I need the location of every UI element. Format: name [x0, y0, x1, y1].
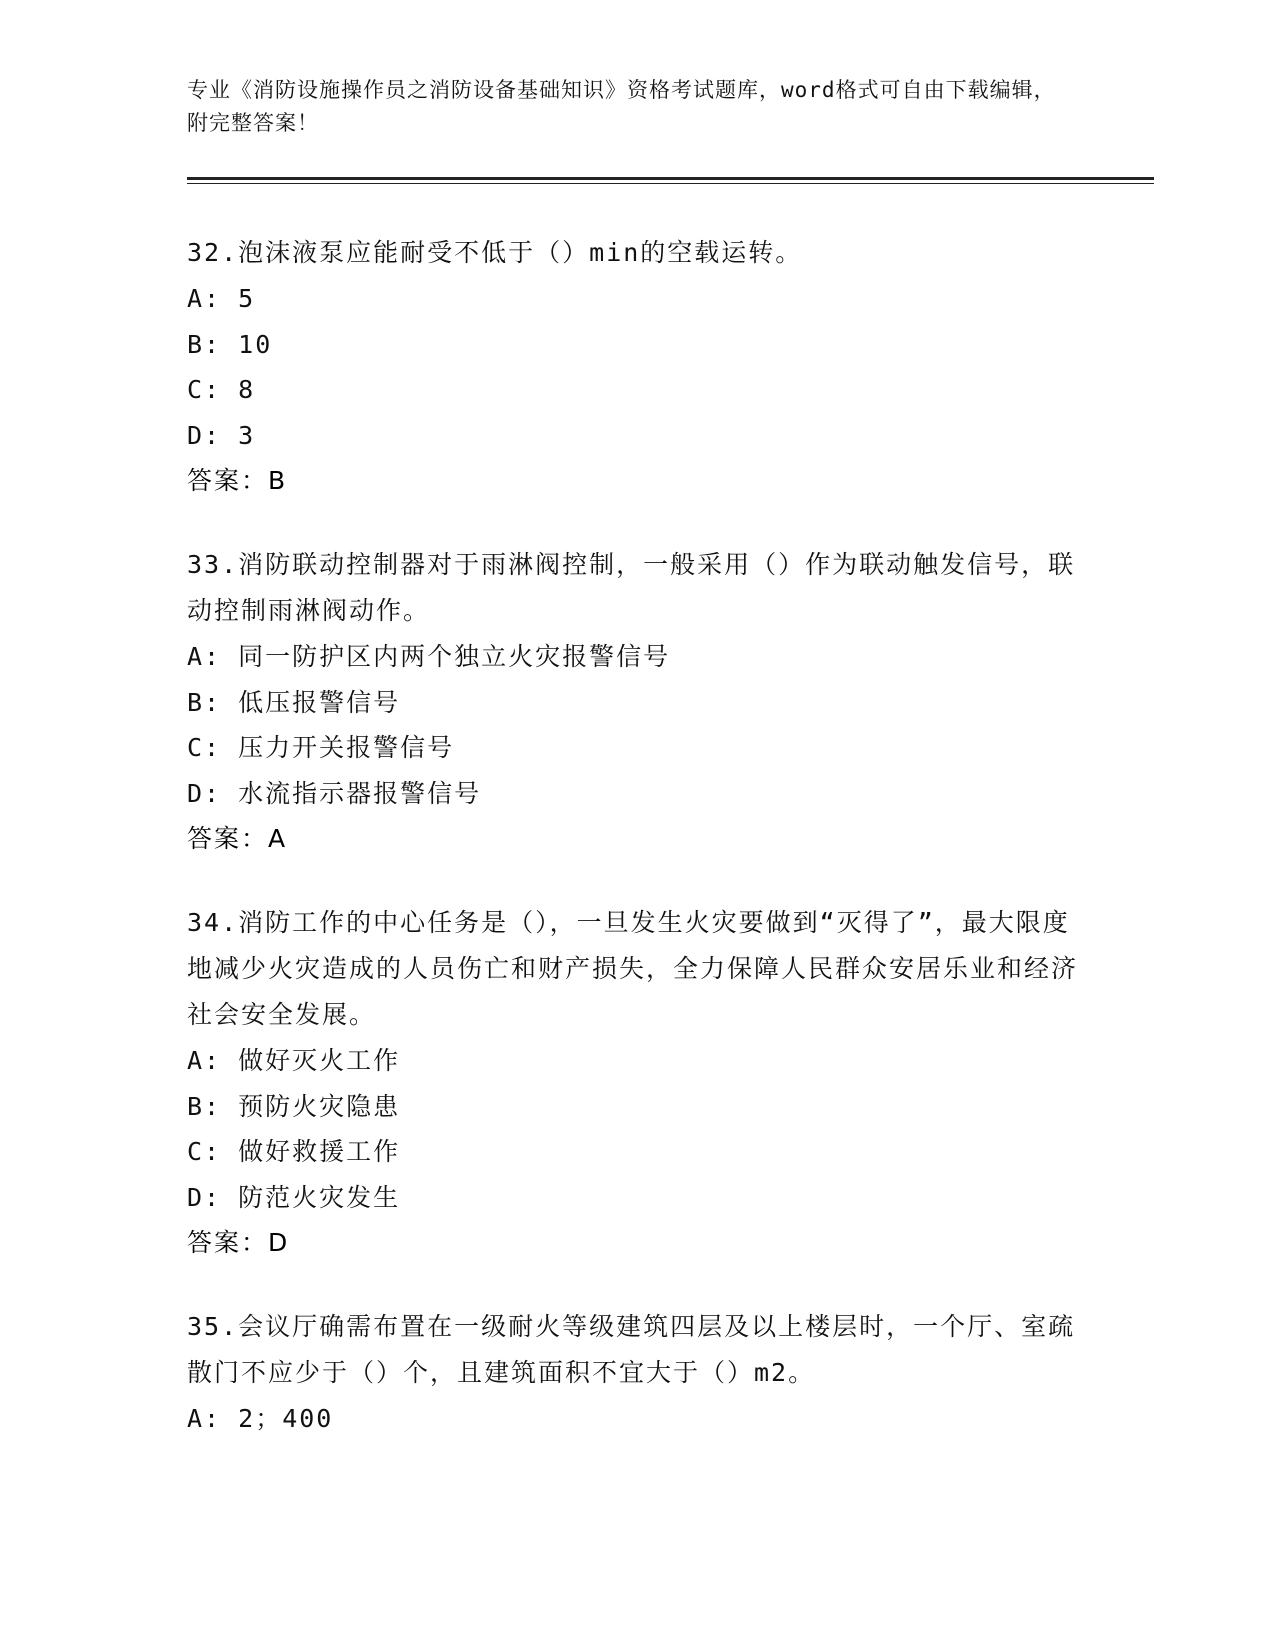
option-a: A: 2；400 [187, 1404, 334, 1433]
option-a: A: 同一防护区内两个独立火灾报警信号 [187, 642, 671, 671]
option-b: B: 低压报警信号 [187, 687, 401, 717]
question-list [187, 230, 1087, 1480]
option-b: B: 预防火灾隐患 [187, 1091, 401, 1121]
question-34 [187, 900, 1087, 1266]
question-stem: 32.泡沫液泵应能耐受不低于（）min的空载运转。 [187, 238, 803, 267]
answer-text: 答案：D [187, 1228, 290, 1257]
option-d: D: 3 [187, 420, 256, 450]
option-b: B: 10 [187, 329, 273, 359]
question-35 [187, 1304, 1087, 1442]
option-d: D: 水流指示器报警信号 [187, 778, 482, 808]
header-divider-thick [187, 177, 1154, 180]
option-c: C: 压力开关报警信号 [187, 733, 455, 762]
header-divider-thin [187, 183, 1154, 184]
question-stem: 35.会议厅确需布置在一级耐火等级建筑四层及以上楼层时，一个厅、室疏散门不应少于（）个，且建筑面积不宜大于（）m2。 [187, 1312, 1076, 1387]
question-stem: 34.消防工作的中心任务是（），一旦发生火灾要做到“灭得了”，最大限度地减少火灾造成的人员伤亡和财产损失，全力保障人民群众安居乐业和经济社会安全发展。 [187, 908, 1079, 1029]
answer-text: 答案：A [187, 824, 288, 853]
question-stem: 33.消防联动控制器对于雨淋阀控制，一般采用（）作为联动触发信号，联动控制雨淋阀动作。 [187, 550, 1076, 625]
question-32 [187, 230, 1087, 504]
question-33 [187, 542, 1087, 862]
option-d: D: 防范火灾发生 [187, 1182, 401, 1212]
option-a: A: 做好灭火工作 [187, 1046, 401, 1075]
document-intro: 专业《消防设施操作员之消防设备基础知识》资格考试题库，word格式可自由下载编辑，附完整答案！ [187, 78, 1056, 135]
option-c: C: 8 [187, 375, 256, 404]
option-a: A: 5 [187, 284, 256, 313]
option-c: C: 做好救援工作 [187, 1137, 401, 1166]
answer-text: 答案：B [187, 466, 288, 495]
